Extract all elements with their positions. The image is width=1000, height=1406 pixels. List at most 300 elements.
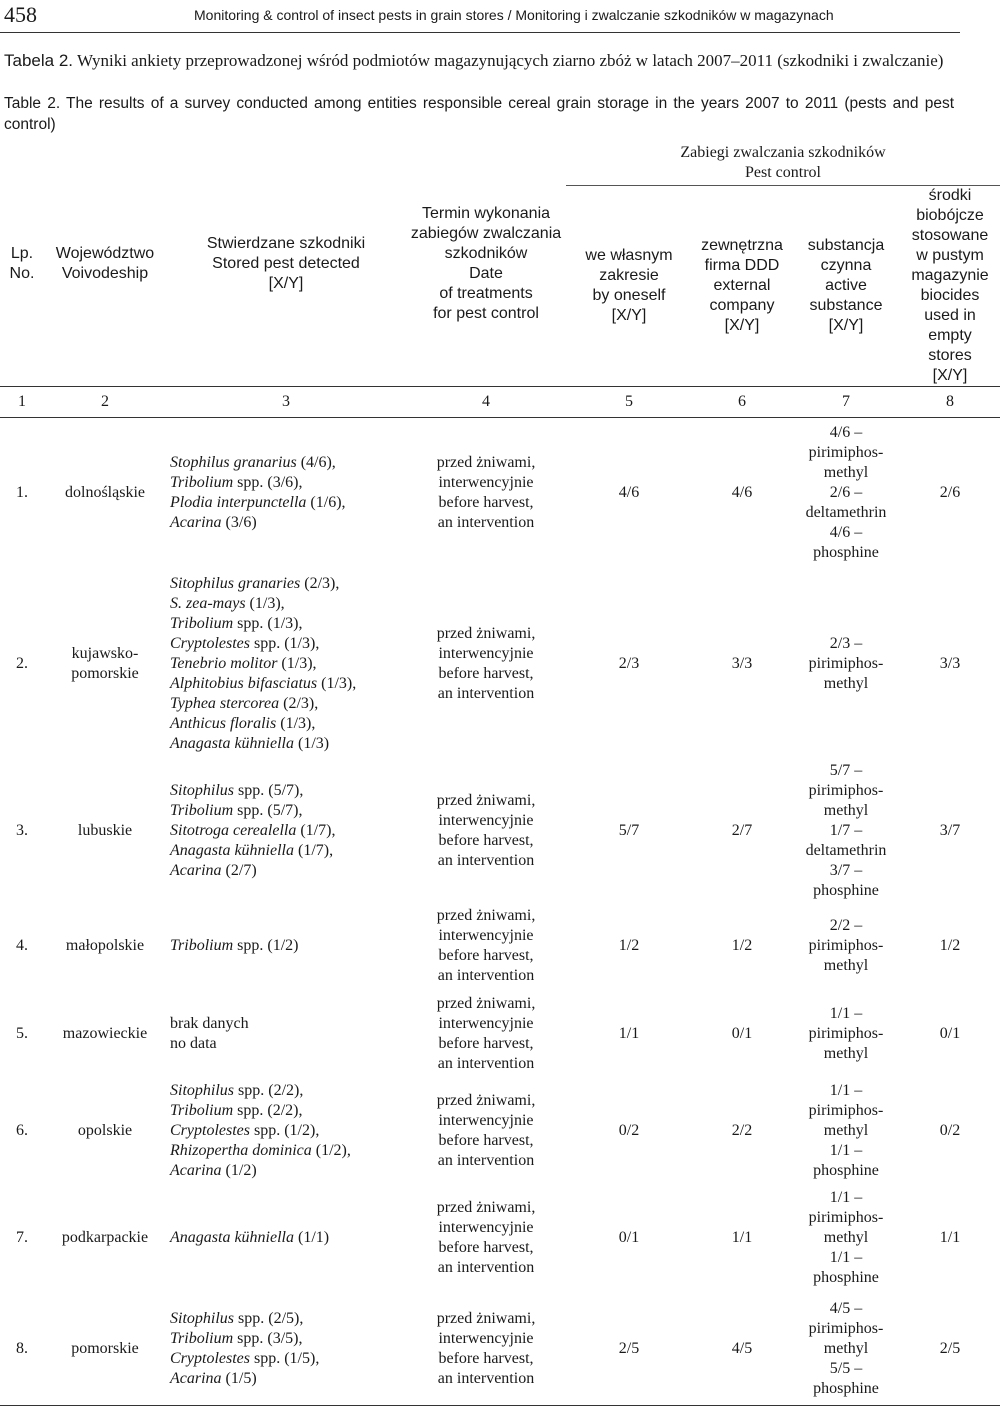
cell-line: przed żniwami, (436, 1091, 536, 1109)
cell-line: an intervention (437, 967, 535, 984)
cell-line: 1/1 – (829, 1189, 863, 1206)
pest-species-name: Sitotroga cerealella (170, 822, 297, 839)
biocides-cell: 0/2 (939, 1121, 961, 1139)
pest-entry (170, 513, 405, 533)
cell-line: opolskie (77, 1121, 133, 1139)
header-rule (0, 32, 960, 33)
cell-line: pirimiphos- (808, 782, 884, 799)
pest-species-name: Acarina (170, 1370, 222, 1387)
cell-line: phosphine (813, 1269, 879, 1286)
header-line: external (713, 277, 771, 294)
table-row (0, 568, 1000, 760)
pest-count: spp. (2/2), (234, 1081, 304, 1099)
pest-count: (1/7), (296, 822, 336, 839)
pest-entry (170, 821, 405, 841)
row-number-cell: 5. (16, 1025, 28, 1042)
cell-line: an intervention (437, 852, 535, 869)
header-line: Zabiegi zwalczania szkodników (680, 144, 886, 161)
column-number: 5 (566, 387, 692, 418)
table-row (0, 1078, 1000, 1183)
caption-en (4, 93, 954, 135)
cell-line: pirimiphos- (808, 937, 884, 954)
row-number-cell: 3. (16, 822, 28, 839)
cell-line: przed żniwami, (436, 995, 536, 1012)
cell-line: deltamethrin (805, 504, 887, 521)
header-line: Voivodeship (61, 264, 149, 282)
active-substance-cell (792, 1183, 900, 1293)
cell-line: before harvest, (438, 1350, 534, 1367)
treatment-date-cell (406, 568, 566, 760)
pest-entry (170, 1369, 405, 1389)
cell-line: methyl (823, 464, 869, 481)
cell-line: interwencyjnie (438, 1111, 534, 1129)
row-number-cell: 2. (16, 655, 28, 672)
cell-line: lubuskie (77, 822, 133, 839)
column-number: 2 (44, 387, 166, 418)
pest-count: (2/3), (279, 695, 319, 712)
pest-count: spp. (5/7), (233, 802, 303, 819)
cell-line: interwencyjnie (438, 1219, 534, 1236)
pest-count: no data (170, 1035, 217, 1052)
external-company-cell: 4/6 (731, 484, 753, 501)
external-company-cell: 4/5 (692, 1293, 792, 1406)
cell-line: methyl (823, 802, 869, 819)
treatment-date-cell (406, 902, 566, 990)
pest-species-name: Tribolium (170, 615, 234, 632)
pest-count: (4/6), (296, 454, 336, 471)
biocides-cell: 2/5 (900, 1293, 1000, 1406)
pests-cell (166, 760, 406, 902)
oneself-cell: 2/3 (618, 655, 640, 672)
cell-line: pirimiphos- (808, 1025, 884, 1042)
pest-entry (170, 861, 405, 881)
col-pests-header (166, 141, 406, 387)
pest-entry (170, 1329, 405, 1349)
header-line: of treatments (439, 284, 533, 302)
oneself-cell: 0/1 (618, 1229, 640, 1246)
pest-entry (170, 714, 405, 734)
pest-count: spp. (1/5), (250, 1350, 320, 1367)
running-title: Monitoring & control of insect pests in grain stores / Monitoring i zwalczanie szkodników w magazynach (194, 7, 834, 23)
cell-line: 1/1 – (829, 1081, 863, 1099)
header-line: company (709, 297, 775, 314)
oneself-cell: 5/7 (618, 822, 640, 839)
col-pest-control-group-header (566, 141, 1000, 186)
biocides-cell: 1/1 (939, 1229, 961, 1246)
column-number: 4 (406, 387, 566, 418)
external-company-cell: 2/7 (731, 822, 753, 839)
pest-species-name: Sitophilus granaries (170, 575, 301, 592)
pest-count: spp. (1/2), (250, 1121, 320, 1139)
cell-line: interwencyjnie (438, 474, 534, 491)
cell-line: pomorskie (71, 1340, 139, 1357)
header-line: stosowane (911, 227, 989, 244)
pest-entry (170, 1309, 405, 1329)
pest-species-name: Cryptolestes (170, 1121, 250, 1139)
external-company-cell: 1/2 (731, 937, 753, 954)
pest-entry (170, 781, 405, 801)
results-table (0, 141, 1000, 1406)
header-line: Stwierdzane szkodniki (206, 234, 366, 252)
col-oneself-header (566, 186, 692, 387)
pest-species-name: Cryptolestes (170, 635, 250, 652)
header-line: zabiegów zwalczania (410, 224, 562, 242)
pest-count: spp. (3/5), (233, 1330, 303, 1347)
header-line: Lp. (10, 244, 34, 262)
cell-line: przed żniwami, (436, 454, 536, 471)
pest-entry (170, 574, 405, 594)
header-line: [X/Y] (724, 317, 760, 334)
pest-species-name: Stophilus granarius (170, 454, 297, 471)
pest-entry (170, 614, 405, 634)
voivodeship-cell (44, 418, 166, 569)
cell-line: methyl (823, 1229, 869, 1246)
cell-line: phosphine (813, 1161, 879, 1179)
pests-cell (166, 1293, 406, 1406)
col-substance-header (792, 186, 900, 387)
cell-line: methyl (823, 1045, 869, 1062)
column-number: 7 (792, 387, 900, 418)
cell-line: before harvest, (438, 1035, 534, 1052)
pest-species-name: Acarina (170, 514, 222, 531)
cell-line: przed żniwami, (436, 792, 536, 809)
column-number: 1 (0, 387, 44, 418)
running-header (0, 0, 960, 30)
cell-line: 1/7 – (829, 822, 863, 839)
pest-count: spp. (1/3), (250, 635, 320, 652)
pest-species-name: Sitophilus (170, 1081, 235, 1099)
cell-line: pirimiphos- (808, 1320, 884, 1337)
col-date-header (406, 141, 566, 387)
cell-line: deltamethrin (805, 842, 887, 859)
header-line: Date (469, 264, 503, 282)
col-biocides-header (900, 186, 1000, 387)
header-line: magazynie (911, 267, 989, 284)
row-number-cell: 1. (16, 484, 28, 501)
pest-species-name: Tribolium (170, 937, 234, 954)
pest-count: (1/7), (293, 842, 334, 859)
external-company-cell: 3/3 (731, 655, 753, 672)
pest-species-name: Anagasta kühniella (170, 842, 294, 859)
cell-line: 3/7 – (829, 862, 863, 879)
header-line: środki (928, 187, 972, 204)
cell-line: 2/2 – (829, 917, 863, 934)
cell-line: interwencyjnie (438, 1330, 534, 1347)
pest-count: (2/7) (221, 862, 257, 879)
header-line: czynna (820, 257, 872, 274)
pest-count: (1/3) (293, 735, 330, 752)
header-line: for pest control (433, 304, 539, 322)
voivodeship-cell (44, 902, 166, 990)
row-number-cell: 7. (16, 1229, 28, 1246)
pest-entry (170, 1014, 405, 1034)
active-substance-cell (792, 568, 900, 760)
cell-line: an intervention (437, 514, 535, 531)
external-company-cell: 1/1 (731, 1229, 753, 1246)
pest-count: (3/6) (221, 514, 257, 531)
row-number-cell: 4. (16, 937, 28, 954)
cell-line: interwencyjnie (438, 927, 534, 944)
pest-entry (170, 734, 405, 754)
cell-line: interwencyjnie (438, 1015, 534, 1032)
biocides-cell: 2/6 (939, 484, 961, 501)
cell-line: kujawsko- (71, 645, 139, 662)
cell-line: phosphine (813, 544, 879, 561)
table-body (0, 418, 1000, 1406)
biocides-cell: 3/3 (939, 655, 961, 672)
pest-entry (170, 841, 405, 861)
cell-line: an intervention (437, 1259, 535, 1276)
cell-line: małopolskie (65, 937, 145, 954)
cell-line: an intervention (437, 1151, 535, 1169)
header-line: Termin wykonania (421, 204, 551, 222)
oneself-cell: 1/2 (618, 937, 640, 954)
header-line: w pustym (916, 247, 984, 264)
pest-count: (1/1) (293, 1229, 330, 1246)
pest-count: spp. (5/7), (234, 782, 304, 799)
cell-line: 2/6 – (829, 484, 863, 501)
caption-pl-label: Tabela 2. (4, 51, 73, 70)
cell-line: mazowieckie (62, 1025, 148, 1042)
pest-species-name: Tribolium (170, 1330, 234, 1347)
caption-en-text: The results of a survey conducted among entities responsible cereal grain storage in the years 2007 to 2011 (pests and pest control) (4, 95, 954, 133)
table-row (0, 418, 1000, 569)
header-line: by oneself (592, 287, 666, 304)
pest-entry (170, 801, 405, 821)
pest-entry (170, 473, 405, 493)
cell-line: 1/1 – (829, 1249, 863, 1266)
pest-count: (1/2), (311, 1141, 351, 1159)
cell-line: before harvest, (438, 665, 534, 682)
pest-entry (170, 1349, 405, 1369)
header-line: stores (928, 347, 972, 364)
cell-line: podkarpackie (61, 1229, 149, 1246)
col-voivodeship-header (44, 141, 166, 387)
header-line: [X/Y] (932, 367, 968, 384)
caption-en-label: Table 2. (4, 95, 61, 112)
cell-line: methyl (823, 1340, 869, 1357)
row-number-cell: 6. (16, 1121, 28, 1139)
pests-cell (166, 1078, 406, 1183)
cell-line: 4/6 – (829, 524, 863, 541)
pest-entry (170, 1101, 405, 1121)
cell-line: before harvest, (438, 1131, 534, 1149)
table-row (0, 990, 1000, 1078)
pest-species-name: Tribolium (170, 802, 234, 819)
pest-entry (170, 936, 405, 956)
cell-line: przed żniwami, (436, 625, 536, 642)
active-substance-cell (792, 760, 900, 902)
pest-count: (1/3), (245, 595, 285, 612)
cell-line: phosphine (813, 1380, 879, 1397)
pest-count: (1/2) (221, 1161, 257, 1179)
pest-species-name: Tribolium (170, 1101, 234, 1119)
pest-species-name: Sitophilus (170, 1310, 235, 1327)
cell-line: dolnośląskie (65, 484, 145, 501)
header-line: substance (809, 297, 883, 314)
column-number-row (0, 387, 1000, 418)
pest-species-name: Acarina (170, 1161, 222, 1179)
pest-entry (170, 1141, 405, 1161)
pest-species-name: Alphitobius bifasciatus (170, 675, 318, 692)
biocides-cell: 0/1 (939, 1025, 961, 1042)
cell-line: pirimiphos- (808, 444, 884, 461)
pest-entry (170, 1081, 405, 1101)
cell-line: 4/6 – (829, 424, 863, 441)
cell-line: before harvest, (438, 947, 534, 964)
pest-count: (1/3), (277, 655, 317, 672)
oneself-cell: 2/5 (566, 1293, 692, 1406)
pest-species-name: Tenebrio molitor (170, 655, 278, 672)
voivodeship-cell (44, 1078, 166, 1183)
treatment-date-cell (406, 1183, 566, 1293)
oneself-cell: 1/1 (618, 1025, 640, 1042)
header-line: Województwo (55, 244, 155, 262)
pest-species-name: S. zea-mays (170, 595, 246, 612)
biocides-cell: 1/2 (939, 937, 961, 954)
pests-cell (166, 568, 406, 760)
pest-count: spp. (1/3), (233, 615, 303, 632)
cell-line: 5/5 – (829, 1360, 863, 1377)
pest-species-name: Cryptolestes (170, 1350, 250, 1367)
cell-line: pirimiphos- (808, 1101, 884, 1119)
header-line: biobójcze (916, 207, 984, 224)
voivodeship-cell (44, 1183, 166, 1293)
cell-line: 1/1 – (829, 1141, 863, 1159)
header-line: [X/Y] (611, 307, 647, 324)
biocides-cell: 3/7 (939, 822, 961, 839)
cell-line: pirimiphos- (808, 1209, 884, 1226)
active-substance-cell (792, 1078, 900, 1183)
active-substance-cell (792, 902, 900, 990)
caption-pl (4, 50, 954, 71)
pest-entry (170, 634, 405, 654)
cell-line: pomorskie (71, 665, 139, 682)
cell-line: 2/3 – (829, 635, 863, 652)
cell-line: methyl (823, 1121, 869, 1139)
caption-pl-text: Wyniki ankiety przeprowadzonej wśród podmiotów magazynujących ziarno zbóż w latach 2007–2011 (szkodniki i zwalczanie) (76, 51, 944, 70)
cell-line: before harvest, (438, 494, 534, 511)
pest-count: (1/3), (317, 675, 357, 692)
table-row (0, 1293, 1000, 1406)
pest-species-name: Typhea stercorea (170, 695, 280, 712)
oneself-cell: 4/6 (618, 484, 640, 501)
active-substance-cell (792, 990, 900, 1078)
table-row (0, 1183, 1000, 1293)
cell-line: 5/7 – (829, 762, 863, 779)
active-substance-cell (792, 1293, 900, 1406)
treatment-date-cell (406, 418, 566, 569)
cell-line: 1/1 – (829, 1005, 863, 1022)
pest-count: spp. (1/2) (233, 937, 299, 954)
header-line: biocides (920, 287, 980, 304)
pest-entry (170, 1034, 405, 1054)
header-line: [X/Y] (268, 274, 304, 292)
cell-line: interwencyjnie (438, 812, 534, 829)
pest-entry (170, 594, 405, 614)
pests-cell (166, 902, 406, 990)
pest-entry (170, 453, 405, 473)
pest-count: spp. (3/6), (233, 474, 303, 491)
voivodeship-cell (44, 568, 166, 760)
cell-line: methyl (823, 957, 869, 974)
pest-species-name: Rhizopertha dominica (170, 1141, 312, 1159)
voivodeship-cell (44, 1293, 166, 1406)
cell-line: pirimiphos- (808, 655, 884, 672)
cell-line: interwencyjnie (438, 645, 534, 662)
external-company-cell: 0/1 (731, 1025, 753, 1042)
pest-count: brak danych (170, 1015, 249, 1032)
table-row (0, 902, 1000, 990)
voivodeship-cell (44, 760, 166, 902)
header-line: [X/Y] (828, 317, 864, 334)
pest-species-name: Anthicus floralis (170, 715, 277, 732)
column-number: 6 (692, 387, 792, 418)
pest-entry (170, 674, 405, 694)
cell-line: an intervention (437, 1055, 535, 1072)
cell-line: phosphine (813, 882, 879, 899)
cell-line: przed żniwami, (436, 907, 536, 924)
pest-count: spp. (2/5), (234, 1310, 304, 1327)
pest-entry (170, 654, 405, 674)
header-line: Stored pest detected (212, 254, 360, 272)
column-number: 3 (166, 387, 406, 418)
pest-entry (170, 1161, 405, 1181)
cell-line: an intervention (437, 1370, 535, 1387)
voivodeship-cell (44, 990, 166, 1078)
col-external-header (692, 186, 792, 387)
header-line: No. (9, 264, 35, 282)
table-row (0, 760, 1000, 902)
pest-count: (1/5) (221, 1370, 257, 1387)
pest-species-name: Acarina (170, 862, 222, 879)
header-line: szkodników (444, 244, 528, 262)
cell-line: przed żniwami, (436, 1199, 536, 1216)
pests-cell (166, 990, 406, 1078)
treatment-date-cell (406, 990, 566, 1078)
header-line: Pest control (745, 164, 821, 181)
col-lp-header (0, 141, 44, 387)
pest-species-name: Plodia interpunctella (170, 494, 307, 511)
header-line: substancja (807, 237, 885, 254)
header-line: used in empty (924, 307, 976, 344)
pest-entry (170, 493, 405, 513)
oneself-cell: 0/2 (618, 1121, 640, 1139)
header-line: firma DDD (704, 257, 780, 274)
external-company-cell: 2/2 (731, 1121, 753, 1139)
cell-line: przed żniwami, (436, 1310, 536, 1327)
pest-entry (170, 1228, 405, 1248)
pest-count: (1/3), (276, 715, 316, 732)
header-line: zewnętrzna (701, 237, 783, 254)
treatment-date-cell (406, 1293, 566, 1406)
active-substance-cell (792, 418, 900, 569)
pest-species-name: Sitophilus (170, 782, 235, 799)
cell-line: 4/5 – (829, 1300, 863, 1317)
row-number-cell: 8. (0, 1293, 44, 1406)
cell-line: before harvest, (438, 1239, 534, 1256)
cell-line: methyl (823, 675, 869, 692)
pest-count: (2/3), (300, 575, 340, 592)
pest-species-name: Anagasta kühniella (170, 735, 294, 752)
pests-cell (166, 418, 406, 569)
cell-line: an intervention (437, 685, 535, 702)
column-number: 8 (900, 387, 1000, 418)
table-header (0, 141, 1000, 418)
header-line: active (825, 277, 867, 294)
treatment-date-cell (406, 760, 566, 902)
pests-cell (166, 1183, 406, 1293)
